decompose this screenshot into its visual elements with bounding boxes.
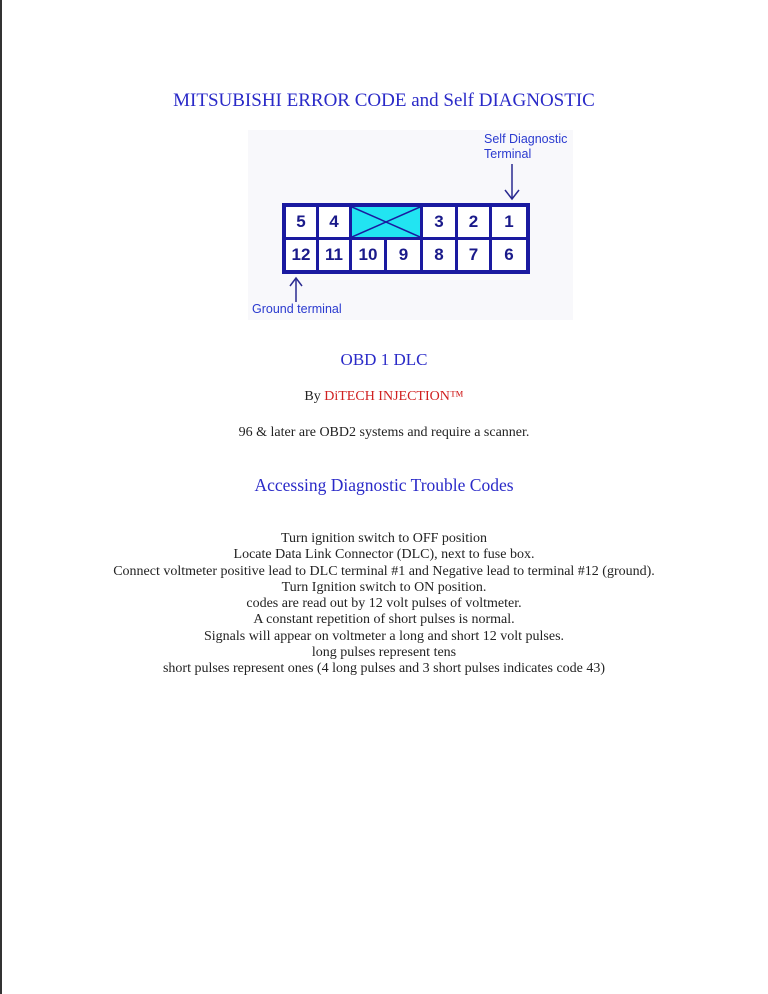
pin-1: 1 (492, 207, 526, 237)
byline-prefix: By (304, 389, 321, 404)
pin-3: 3 (423, 207, 455, 237)
byline (0, 389, 768, 405)
pin-9: 9 (387, 240, 420, 270)
arrow-down-icon (502, 164, 522, 202)
pin-8: 8 (423, 240, 455, 270)
blocked-pin-slot (352, 207, 420, 237)
instructions-list (110, 531, 658, 678)
page-left-border (0, 0, 2, 994)
dlc-connector (282, 203, 530, 274)
self-diagnostic-label-line2: Terminal (484, 147, 532, 161)
pin-6: 6 (492, 240, 526, 270)
instruction-line: Locate Data Link Connector (DLC), next to fuse box. (233, 547, 535, 563)
page-title: MITSUBISHI ERROR CODE and Self DIAGNOSTIC (173, 90, 595, 111)
self-diagnostic-label-line1: Self Diagnostic (484, 132, 568, 146)
arrow-up-icon (288, 276, 304, 302)
pin-7: 7 (458, 240, 489, 270)
instruction-line: Connect voltmeter positive lead to DLC terminal #1 and Negative lead to terminal #12 (ground). (113, 563, 655, 579)
instruction-line: short pulses represent ones (4 long pulses and 3 short pulses indicates code 43) (162, 661, 606, 677)
instruction-line: A constant repetition of short pulses is normal. (253, 612, 515, 628)
ground-terminal-label: Ground terminal (252, 302, 342, 316)
section-heading: Accessing Diagnostic Trouble Codes (254, 475, 514, 495)
instruction-line: Turn Ignition switch to ON position. (281, 579, 487, 595)
pin-11: 11 (319, 240, 349, 270)
instruction-line: Turn ignition switch to OFF position (280, 531, 488, 546)
brand-name: DiTECH INJECTION™ (324, 389, 464, 404)
obd2-note: 96 & later are OBD2 systems and require a scanner. (238, 425, 530, 440)
instruction-line: codes are read out by 12 volt pulses of voltmeter. (246, 596, 522, 612)
pin-5: 5 (286, 207, 316, 237)
instruction-line: Signals will appear on voltmeter a long and short 12 volt pulses. (203, 628, 565, 644)
pin-2: 2 (458, 207, 489, 237)
cross-icon (352, 207, 420, 237)
pin-10: 10 (352, 240, 384, 270)
dlc-pinout-diagram (248, 130, 573, 320)
self-diagnostic-label (484, 132, 567, 162)
pin-4: 4 (319, 207, 349, 237)
instruction-line: long pulses represent tens (311, 645, 457, 661)
connector-caption: OBD 1 DLC (340, 350, 428, 369)
pin-12: 12 (286, 240, 316, 270)
